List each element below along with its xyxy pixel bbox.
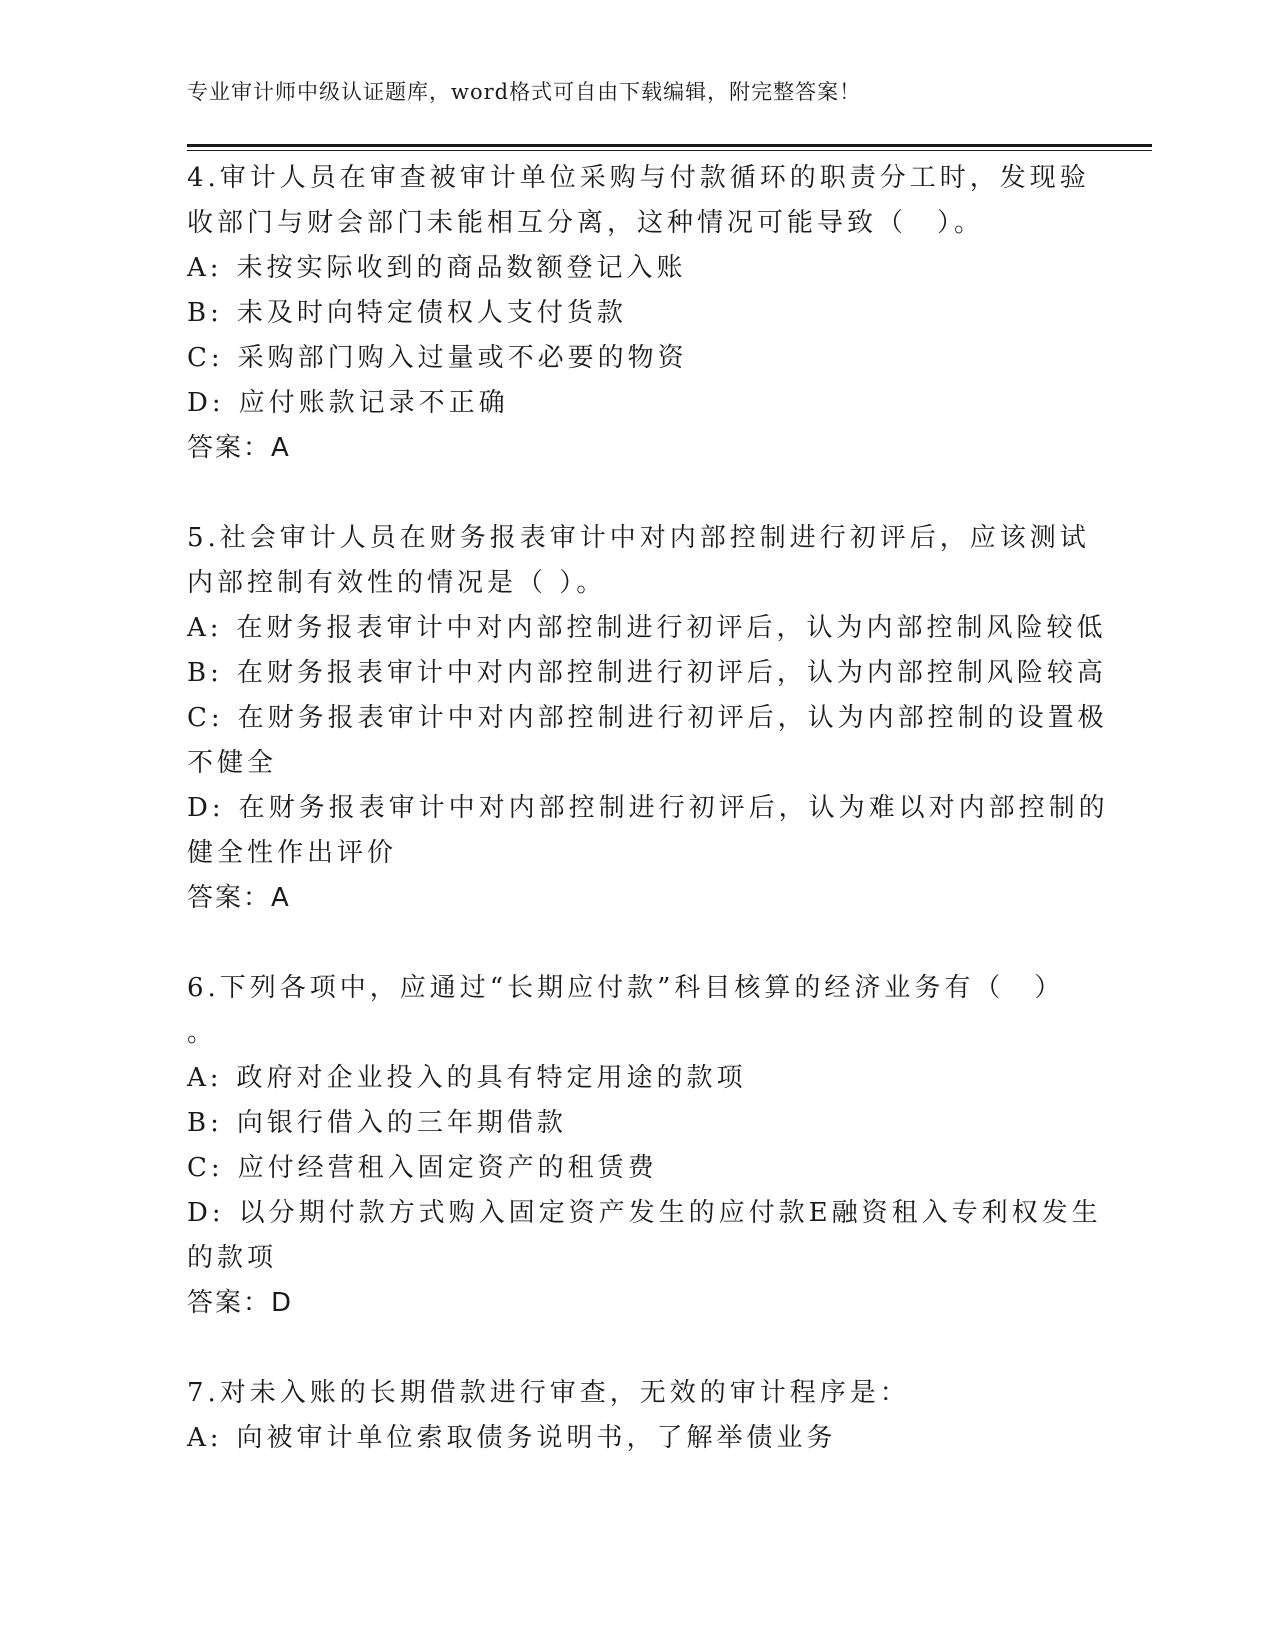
question-5 — [187, 516, 1109, 921]
question-stem-line: 收部门与财会部门未能相互分离，这种情况可能导致（ ）。 — [187, 208, 985, 238]
option-text: 在财务报表审计中对内部控制进行初评后，认为内部控制的设置极 — [237, 703, 1108, 733]
question-stem-line: 6.下列各项中，应通过“长期应付款”科目核算的经济业务有（ ） — [187, 973, 1065, 1003]
option-c — [187, 696, 1108, 741]
option-text: 应付账款记录不正确 — [238, 388, 509, 418]
option-text: 采购部门购入过量或不必要的物资 — [237, 343, 688, 373]
question-stem-line: 。 — [187, 1018, 218, 1048]
question-list — [187, 156, 1109, 1506]
option-text: 在财务报表审计中对内部控制进行初评后，认为内部控制风险较低 — [236, 613, 1107, 643]
option-a — [187, 606, 1107, 651]
option-text: 未按实际收到的商品数额登记入账 — [236, 253, 687, 283]
option-label: A: — [187, 613, 223, 643]
question-stem-line: 7.对未入账的长期借款进行审查，无效的审计程序是： — [187, 1378, 910, 1408]
option-label: B: — [187, 658, 223, 688]
option-label: C: — [187, 1153, 224, 1183]
option-text: 向银行借入的三年期借款 — [236, 1108, 567, 1138]
option-b — [187, 1101, 1087, 1146]
question-stem-line: 内部控制有效性的情况是（ ）。 — [187, 568, 607, 598]
question-stem-line: 4.审计人员在审查被审计单位采购与付款循环的职责分工时，发现验 — [187, 163, 1090, 193]
header-rule-thin — [187, 150, 1152, 151]
answer-line: 答案：A — [187, 883, 291, 913]
answer-line: 答案：A — [187, 433, 291, 463]
option-b — [187, 651, 1107, 696]
answer-line: 答案：D — [187, 1288, 294, 1318]
question-stem-line: 5.社会审计人员在财务报表审计中对内部控制进行初评后，应该测试 — [187, 523, 1090, 553]
option-a — [187, 1416, 1087, 1461]
option-d — [187, 1191, 1102, 1236]
option-c — [187, 1146, 1087, 1191]
option-a — [187, 1056, 1087, 1101]
option-b — [187, 291, 1087, 336]
option-text: 政府对企业投入的具有特定用途的款项 — [236, 1063, 747, 1093]
option-label: C: — [187, 703, 224, 733]
option-label: A: — [187, 1063, 223, 1093]
option-text: 应付经营租入固定资产的租赁费 — [237, 1153, 658, 1183]
question-6 — [187, 966, 1102, 1326]
option-c-continued: 不健全 — [187, 748, 278, 778]
option-d — [187, 786, 1109, 831]
option-text: 在财务报表审计中对内部控制进行初评后，认为内部控制风险较高 — [236, 658, 1107, 688]
option-c — [187, 336, 1087, 381]
option-label: A: — [187, 253, 223, 283]
option-label: D: — [187, 1198, 225, 1228]
option-a — [187, 246, 1087, 291]
option-label: D: — [187, 793, 225, 823]
option-label: A: — [187, 1423, 223, 1453]
page-header: 专业审计师中级认证题库，word格式可自由下载编辑，附完整答案！ — [187, 80, 862, 104]
option-label: C: — [187, 343, 224, 373]
option-text: 在财务报表审计中对内部控制进行初评后，认为难以对内部控制的 — [238, 793, 1109, 823]
option-label: B: — [187, 298, 223, 328]
question-7 — [187, 1371, 1087, 1461]
option-text: 未及时向特定债权人支付货款 — [236, 298, 627, 328]
option-d — [187, 381, 1087, 426]
option-label: B: — [187, 1108, 223, 1138]
header-rule-thick — [187, 144, 1152, 147]
option-label: D: — [187, 388, 225, 418]
question-4 — [187, 156, 1090, 471]
option-text: 以分期付款方式购入固定资产发生的应付款E融资租入专利权发生 — [238, 1198, 1102, 1228]
option-d-continued: 健全性作出评价 — [187, 838, 398, 868]
option-d-continued: 的款项 — [187, 1243, 278, 1273]
option-text: 向被审计单位索取债务说明书，了解举债业务 — [236, 1423, 837, 1453]
